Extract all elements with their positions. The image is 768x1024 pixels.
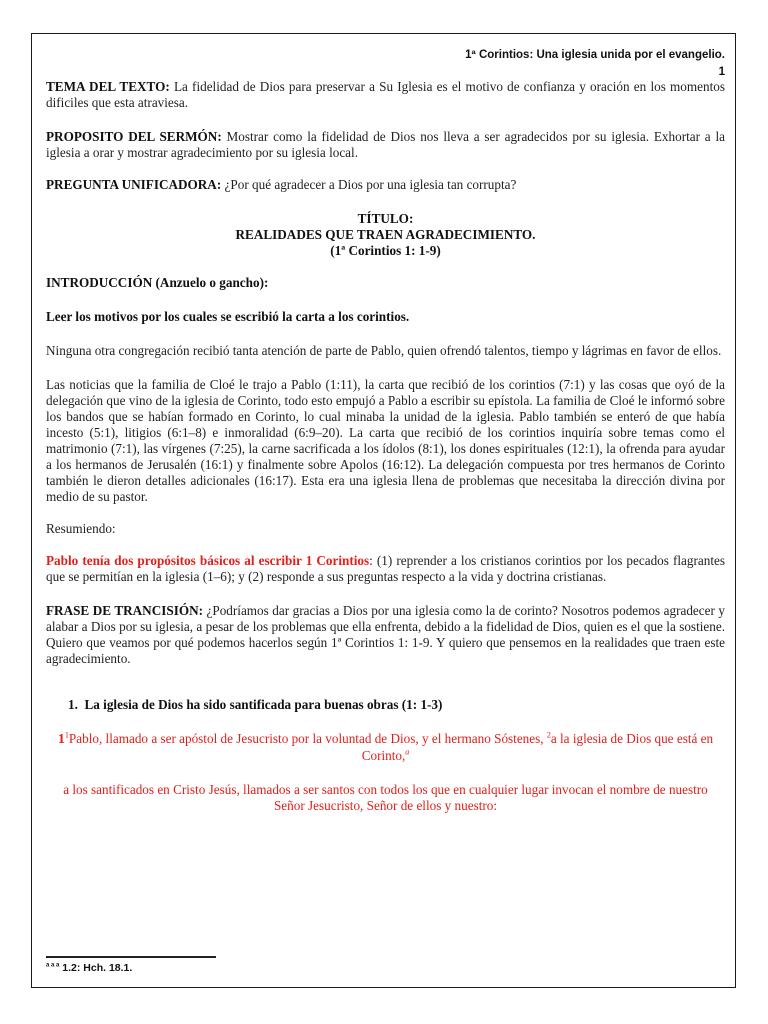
tema-text: La fidelidad de Dios para preservar a Su Iglesia es el motivo de confianza y oración en los momentos dificiles que esta atraviesa.	[46, 79, 725, 110]
intro-paragraph-1: Ninguna otra congregación recibió tanta atención de parte de Pablo, quien ofrendó talentos, tiempo y lágrimas en favor de ellos.	[46, 343, 722, 358]
verse-1-text: Pablo, llamado a ser apóstol de Jesucristo por la voluntad de Dios, y el hermano Sóstenes,	[68, 731, 544, 746]
proposito-text: Mostrar como la fidelidad de Dios nos lleva a ser agradecidos por su iglesia. Exhortar a la iglesia a orar y mostrar agradecimiento por su iglesia local.	[46, 129, 725, 160]
proposito-paragraph	[46, 129, 725, 161]
verse-1-number: 1	[64, 730, 69, 740]
verse-2-continued: a los santificados en Cristo Jesús, llamados a ser santos con todos los que en cualquier lugar invocan el nombre de nuestro Señor Jesucristo, Señor de ellos y nuestro:	[63, 782, 708, 813]
verse-2-note-marker[interactable]: a	[405, 747, 410, 757]
running-header: 1ª Corintios: Una iglesia unida por el evangelio.	[465, 49, 725, 61]
tema-label: TEMA DEL TEXTO:	[46, 79, 170, 94]
footnote-text: 1.2: Hch. 18.1.	[59, 962, 133, 974]
intro-subheading: Leer los motivos por los cuales se escribió la carta a los corintios.	[46, 309, 410, 324]
propositos-text: : (1) reprender a los cristianos corintios por los pecados flagrantes que se permitían en la iglesia (1–6); y (2) responde a sus preguntas respecto a la vida y doctrina cristianas.	[46, 553, 725, 584]
document-page	[31, 33, 736, 988]
sermon-title: REALIDADES QUE TRAEN AGRADECIMIENTO.	[235, 227, 536, 242]
propositos-paragraph	[46, 553, 725, 585]
tema-paragraph	[46, 79, 725, 111]
title-block	[46, 211, 725, 259]
pregunta-label: PREGUNTA UNIFICADORA:	[46, 177, 222, 192]
intro-paragraph-2: Las noticias que la familia de Cloé le trajo a Pablo (1:11), la carta que recibió de los corintios (7:1) y las cosas que oyó de la delegación que vino de la iglesia de Corinto, todo esto empujó a Pablo a escribir su epístola. La familia de Cloé le informó sobre los bandos que se habían formado en Corinto, lo cual minaba la unidad de la iglesia. Pablo también se enteró de que había incesto (5:1), litigios (6:1–8) e inmoralidad (6:9–20). La carta que recibió de los corintios inquiría sobre temas como el matrimonio (7:1), las vírgenes (7:25), la carne sacrificada a los ídolos (8:1), los dones espirituales (12:1), la ofrenda para ayudar a los hermanos de Jerusalén (16:1) y finalmente sobre Apolos (16:12). La delegación compuesta por tres hermanos de Corinto también le dieron detalles adicionales (16:17). Esta era una iglesia llena de problemas que necesitaba la dirección divina por medio de su pastor.	[46, 377, 725, 504]
verse-2-text: a la iglesia de Dios que está en Corinto,	[361, 731, 714, 763]
transicion-text: ¿Podríamos dar gracias a Dios por una iglesia como la de corinto? Nosotros podemos agradecer y alabar a Dios por su iglesia, a pesar de los problemas que ella enfrenta, debido a la fidelidad de Dios, quien es el que la sostiene. Quiero que veamos por qué podemos hacerlos según 1ª Corintios 1: 1-9. Y quiero que pensemos en la realidades que traen este agradecimiento.	[46, 603, 725, 666]
propositos-label: Pablo tenía dos propósitos básicos al escribir 1 Corintios	[46, 553, 370, 568]
proposito-label: PROPOSITO DEL SERMÓN:	[46, 129, 222, 144]
transicion-label: FRASE DE TRANCISIÓN:	[46, 603, 203, 618]
pregunta-paragraph	[46, 177, 725, 193]
intro-heading: INTRODUCCIÓN (Anzuelo o gancho):	[46, 275, 269, 290]
chapter-number: 1	[57, 732, 65, 747]
title-label: TÍTULO:	[357, 211, 414, 226]
scripture-reference: (1ª Corintios 1: 1-9)	[330, 243, 441, 258]
section-1-title: La iglesia de Dios ha sido santificada para buenas obras (1: 1-3)	[84, 697, 443, 712]
verse-1-2	[46, 731, 725, 764]
footnote	[46, 962, 132, 974]
page-number: 1	[718, 66, 725, 78]
page-content	[46, 48, 725, 814]
section-1-heading	[46, 697, 725, 713]
transicion-paragraph	[46, 603, 725, 667]
footnote-marker: a a a	[46, 962, 60, 969]
pregunta-text: ¿Por qué agradecer a Dios por una iglesia tan corrupta?	[221, 177, 517, 192]
resumiendo-label: Resumiendo:	[46, 521, 116, 536]
verse-2-number: 2	[546, 730, 551, 740]
footnote-divider	[46, 956, 216, 958]
section-1-number: 1.	[68, 697, 78, 712]
